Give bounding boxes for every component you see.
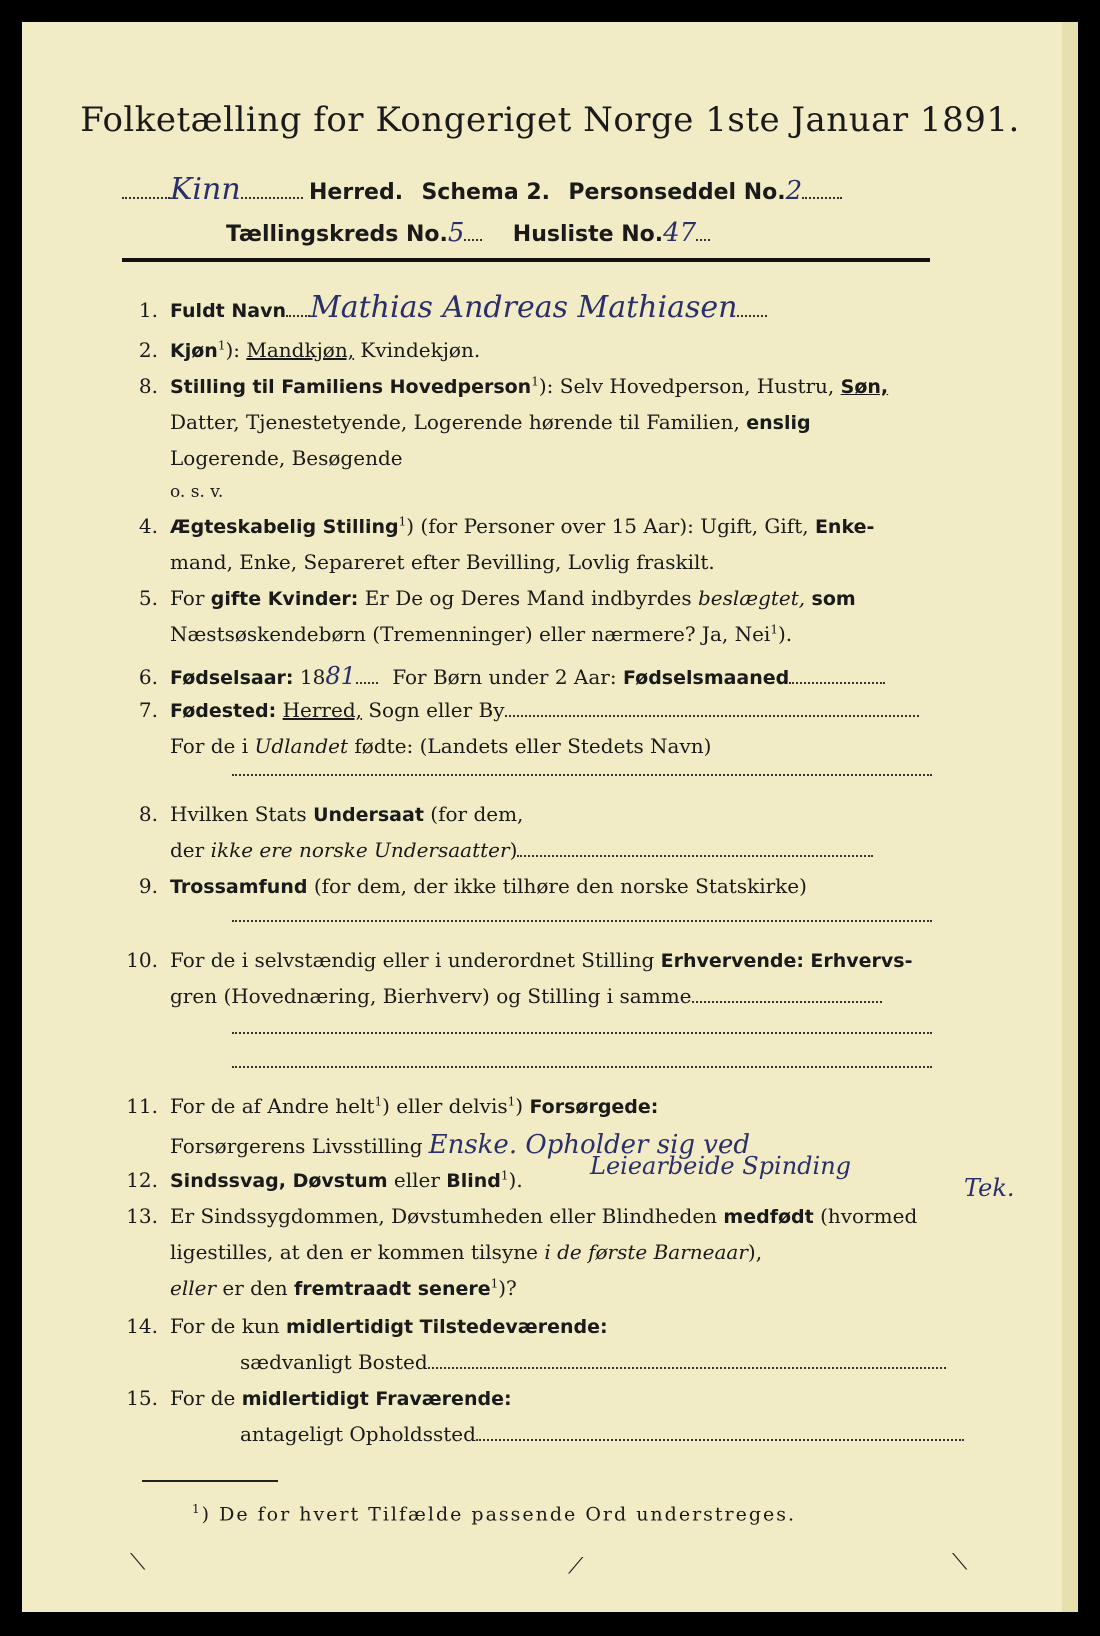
q11-value-line3: Tek. bbox=[964, 1174, 1015, 1202]
q6 bbox=[112, 662, 885, 690]
q14-line1 bbox=[112, 1314, 608, 1338]
q13-line3 bbox=[170, 1276, 517, 1300]
q8-line2 bbox=[170, 838, 873, 862]
husliste-value: 47 bbox=[663, 218, 697, 248]
q7-option-herred: Herred, bbox=[282, 698, 362, 722]
q15-line2 bbox=[240, 1422, 964, 1446]
q11-text2: Forsørgerens Livsstilling bbox=[170, 1134, 423, 1158]
q8-number: 8. bbox=[138, 802, 158, 826]
q13-text3b: )? bbox=[498, 1276, 517, 1300]
q3-line2 bbox=[170, 410, 811, 434]
q14-line2 bbox=[240, 1350, 946, 1374]
q9-text: (for dem, der ikke tilhøre den norske Statskirke) bbox=[313, 874, 807, 898]
q2-footnote-mark: 1 bbox=[217, 338, 226, 353]
q1-value: Mathias Andreas Mathiasen bbox=[310, 290, 738, 325]
q3-text1: ): Selv Hovedperson, Hustru, bbox=[538, 374, 835, 398]
q13-number: 13. bbox=[126, 1204, 158, 1228]
q8-text1b: (for dem, bbox=[430, 802, 524, 826]
q4-enke: Enke- bbox=[814, 516, 875, 538]
q5-line2 bbox=[170, 622, 792, 646]
q14-text2: sædvanligt Bosted bbox=[240, 1350, 428, 1374]
q8-text2a: der bbox=[170, 838, 205, 862]
herred-value: Kinn bbox=[170, 172, 241, 207]
q6-number: 6. bbox=[138, 665, 158, 689]
footnote-text: ) De for hvert Tilfælde passende Ord understreges. bbox=[201, 1503, 797, 1526]
footnote bbox=[192, 1502, 796, 1525]
q5-pre: For bbox=[170, 586, 205, 610]
q11-value-line1: Enske. Opholder sig ved bbox=[428, 1130, 751, 1160]
q2-option-mandkjon: Mandkjøn, bbox=[246, 338, 355, 362]
q7-text2b: fødte: (Landets eller Stedets Navn) bbox=[354, 734, 712, 758]
q10-erhvervs: Erhvervs- bbox=[810, 950, 913, 972]
q3-line3: Logerende, Besøgende bbox=[170, 446, 403, 470]
q3-enslig: enslig bbox=[746, 412, 811, 434]
q3-number: 8. bbox=[138, 374, 158, 398]
q12-number: 12. bbox=[126, 1168, 158, 1192]
q11-footnote-mark-2: 1 bbox=[507, 1094, 516, 1109]
q7-udlandet: Udlandet bbox=[254, 734, 349, 758]
q11-forsorgede: Forsørgede: bbox=[529, 1096, 659, 1118]
q1-number: 1. bbox=[138, 298, 158, 322]
footnote-mark: 1 bbox=[192, 1502, 202, 1516]
q13-text2b: ), bbox=[747, 1240, 763, 1264]
q5-text2: Næstsøskendebørn (Tremenninger) eller nærmere? Ja, Nei bbox=[170, 622, 771, 646]
q13-text1a: Er Sindssygdommen, Døvstumheden eller Blindheden bbox=[170, 1204, 718, 1228]
q4-text1: ) (for Personer over 15 Aar): Ugift, Gift, bbox=[406, 514, 809, 538]
q9-blank-line bbox=[232, 920, 932, 922]
center-mark: ⟋ bbox=[568, 1554, 584, 1579]
q10-erhvervende: Erhvervende: bbox=[660, 950, 805, 972]
q1 bbox=[112, 290, 767, 325]
q15-number: 15. bbox=[126, 1386, 158, 1410]
personseddel-value: 2 bbox=[785, 176, 803, 206]
q10-text2: gren (Hovednæring, Bierhverv) og Stilling i samme bbox=[170, 984, 692, 1008]
q6-prefix: 18 bbox=[299, 665, 326, 689]
q11-value-line2: Leiearbeide Spinding bbox=[590, 1152, 852, 1180]
q2-number: 2. bbox=[138, 338, 158, 362]
q12 bbox=[112, 1168, 523, 1192]
herred-label: Herred. bbox=[309, 180, 404, 205]
q2-label: Kjøn bbox=[170, 340, 218, 362]
herred-line bbox=[122, 172, 842, 207]
q7-line2 bbox=[170, 734, 711, 758]
q8-line1 bbox=[112, 802, 523, 826]
q6-value: 81 bbox=[325, 662, 356, 690]
q10-blank-line-1 bbox=[232, 1032, 932, 1034]
q15-text1: For de bbox=[170, 1386, 236, 1410]
q7-text1: Sogn eller By bbox=[368, 698, 505, 722]
kreds-line bbox=[226, 218, 710, 248]
q15-line1 bbox=[112, 1386, 512, 1410]
q7-number: 7. bbox=[138, 698, 158, 722]
q4-footnote-mark: 1 bbox=[398, 514, 407, 529]
census-form-sheet bbox=[22, 22, 1078, 1612]
q8-text2b: ) bbox=[509, 838, 518, 862]
q11-footnote-mark-1: 1 bbox=[374, 1094, 383, 1109]
q14-text1: For de kun bbox=[170, 1314, 280, 1338]
q3-text2: Datter, Tjenestetyende, Logerende hørende til Familien, bbox=[170, 410, 740, 434]
q9 bbox=[112, 874, 807, 898]
q12-footnote-mark: 1 bbox=[500, 1168, 509, 1183]
q15-fravaerende: midlertidigt Fraværende: bbox=[241, 1388, 512, 1410]
q4-line2: mand, Enke, Separeret efter Bevilling, Lovlig fraskilt. bbox=[170, 550, 715, 574]
q10-text1: For de i selvstændig eller i underordnet Stilling bbox=[170, 948, 655, 972]
q5-number: 5. bbox=[138, 586, 158, 610]
taellingskreds-label: Tællingskreds No. bbox=[226, 222, 448, 247]
q13-line2 bbox=[170, 1240, 762, 1264]
footnote-rule bbox=[142, 1480, 278, 1482]
q4-number: 4. bbox=[138, 514, 158, 538]
q2-option-kvindekjon: Kvindekjøn. bbox=[360, 338, 481, 362]
paper-edge bbox=[1062, 22, 1078, 1612]
q7-blank-line bbox=[232, 774, 932, 776]
q9-trossamfund: Trossamfund bbox=[170, 876, 308, 898]
q5-line1 bbox=[112, 586, 856, 610]
q13-text3a: er den bbox=[222, 1276, 288, 1300]
husliste-label: Husliste No. bbox=[512, 222, 664, 247]
q4-line1 bbox=[112, 514, 874, 538]
q10-line1 bbox=[112, 948, 912, 972]
q13-eller: eller bbox=[170, 1276, 217, 1300]
q8-undersaat: Undersaat bbox=[313, 804, 424, 826]
q11-text1b: ) eller delvis bbox=[382, 1094, 508, 1118]
q6-fodselsmaaned: Fødselsmaaned bbox=[622, 667, 790, 689]
q10-line2 bbox=[170, 984, 882, 1008]
q12-text: eller bbox=[393, 1168, 440, 1192]
q11-number: 11. bbox=[126, 1094, 158, 1118]
q2-sep: ): bbox=[225, 338, 241, 362]
header-rule bbox=[122, 258, 930, 262]
q5-som: som bbox=[811, 588, 856, 610]
q10-number: 10. bbox=[126, 948, 158, 972]
q5-label: gifte Kvinder: bbox=[210, 588, 359, 610]
q7-label: Fødested: bbox=[170, 700, 277, 722]
q2 bbox=[112, 338, 480, 362]
personseddel-label: Personseddel No. bbox=[568, 180, 786, 205]
q11-text1: For de af Andre helt bbox=[170, 1094, 375, 1118]
q14-number: 14. bbox=[126, 1314, 158, 1338]
q12-blind: Blind bbox=[446, 1170, 501, 1192]
q7-line1 bbox=[112, 698, 919, 722]
q3-line1 bbox=[112, 374, 888, 398]
q12-end: ). bbox=[508, 1168, 523, 1192]
corner-mark-left: ⟍ bbox=[130, 1550, 146, 1575]
q8-ikke-norske: ikke ere norske Undersaatter bbox=[210, 838, 510, 862]
q13-medfodt: medfødt bbox=[723, 1206, 814, 1228]
taellingskreds-value: 5 bbox=[447, 218, 465, 248]
schema-label: Schema 2. bbox=[421, 180, 550, 205]
q9-number: 9. bbox=[138, 874, 158, 898]
q15-text2: antageligt Opholdssted bbox=[240, 1422, 476, 1446]
q13-line1 bbox=[112, 1204, 917, 1228]
q3-option-son: Søn, bbox=[840, 376, 889, 398]
q5-text1: Er De og Deres Mand indbyrdes bbox=[364, 586, 692, 610]
q3-label: Stilling til Familiens Hovedperson bbox=[170, 376, 532, 398]
corner-mark-right: ⟍ bbox=[952, 1550, 968, 1575]
q13-barneaar: i de første Barneaar bbox=[544, 1240, 748, 1264]
q13-footnote-mark: 1 bbox=[490, 1276, 499, 1291]
q12-sindssvag: Sindssvag, Døvstum bbox=[170, 1170, 388, 1192]
q5-end: ). bbox=[777, 622, 793, 646]
q6-text: For Børn under 2 Aar: bbox=[392, 665, 617, 689]
q13-text2a: ligestilles, at den er kommen tilsyne bbox=[170, 1240, 538, 1264]
q13-text1b: (hvormed bbox=[820, 1204, 918, 1228]
q8-text1a: Hvilken Stats bbox=[170, 802, 307, 826]
q7-text2a: For de i bbox=[170, 734, 249, 758]
q3-line4: o. s. v. bbox=[170, 482, 224, 502]
q11-text1c: ) bbox=[515, 1094, 524, 1118]
q3-footnote-mark: 1 bbox=[531, 374, 539, 389]
q4-label: Ægteskabelig Stilling bbox=[170, 516, 399, 538]
q5-beslaegtet: beslægtet, bbox=[697, 586, 806, 610]
q6-label: Fødselsaar: bbox=[170, 667, 294, 689]
q11-line1 bbox=[112, 1094, 658, 1118]
q14-tilstedevaerende: midlertidigt Tilstedeværende: bbox=[285, 1316, 608, 1338]
q13-fremtraadt: fremtraadt senere bbox=[294, 1278, 491, 1300]
q5-footnote-mark: 1 bbox=[770, 622, 778, 637]
q10-blank-line-2 bbox=[232, 1066, 932, 1068]
form-title: Folketælling for Kongeriget Norge 1ste Januar 1891. bbox=[80, 100, 1020, 140]
q1-label: Fuldt Navn bbox=[170, 300, 287, 322]
